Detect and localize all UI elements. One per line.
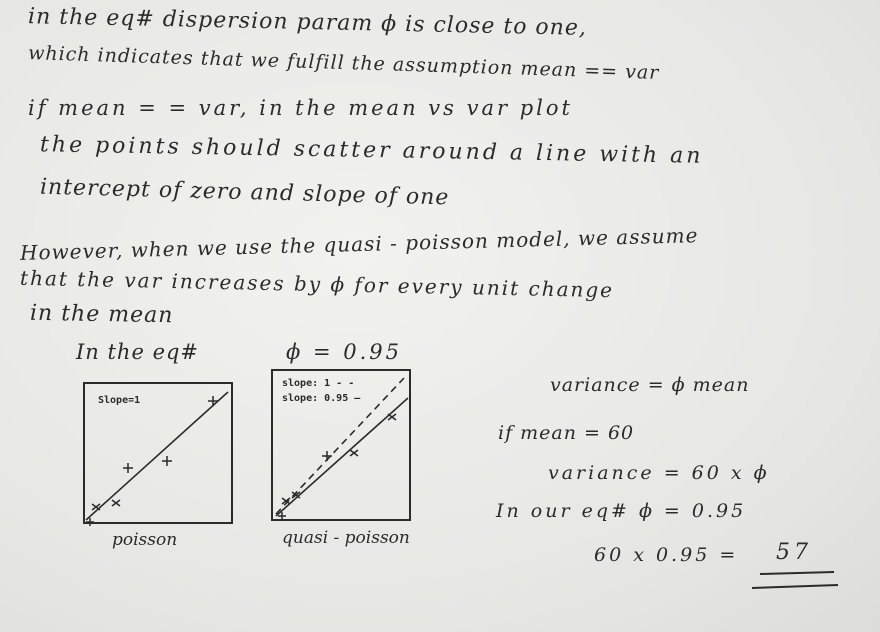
note-line-7: that the var increases by ϕ for every unit change	[19, 265, 615, 303]
quasi-legend-slope-1: slope: 1 - -	[282, 378, 355, 389]
note-line-3: if mean = = var, in the mean vs var plot	[28, 96, 573, 120]
note-line-5: intercept of zero and slope of one	[39, 174, 450, 211]
note-line-2: which indicates that we fulfill the assumption mean == var	[27, 42, 660, 84]
phi-line-prefix: In the eq#	[76, 340, 200, 364]
calc-line-2: if mean = 60	[498, 422, 635, 444]
calc-line-1: variance = ϕ mean	[550, 374, 750, 396]
calc-line-3: variance = 60 x ϕ	[548, 462, 770, 484]
note-line-8: in the mean	[29, 300, 174, 329]
phi-value: ϕ = 0.95	[286, 340, 403, 364]
note-line-1: in the eq# dispersion param ϕ is close to one,	[27, 4, 588, 41]
poisson-legend: Slope=1	[98, 395, 141, 406]
calc-line-5: 60 x 0.95 =	[594, 544, 739, 566]
calc-line-4: In our eq# ϕ = 0.95	[496, 500, 747, 522]
calc-result: 57	[776, 540, 812, 565]
note-line-6: However, when we use the quasi - poisson model, we assume	[19, 223, 699, 265]
note-line-4: the points should scatter around a line with an	[39, 132, 704, 169]
quasi-poisson-caption: quasi - poisson	[282, 528, 410, 548]
poisson-caption: poisson	[112, 530, 178, 550]
quasi-legend-slope-095: slope: 0.95 —	[282, 393, 361, 404]
